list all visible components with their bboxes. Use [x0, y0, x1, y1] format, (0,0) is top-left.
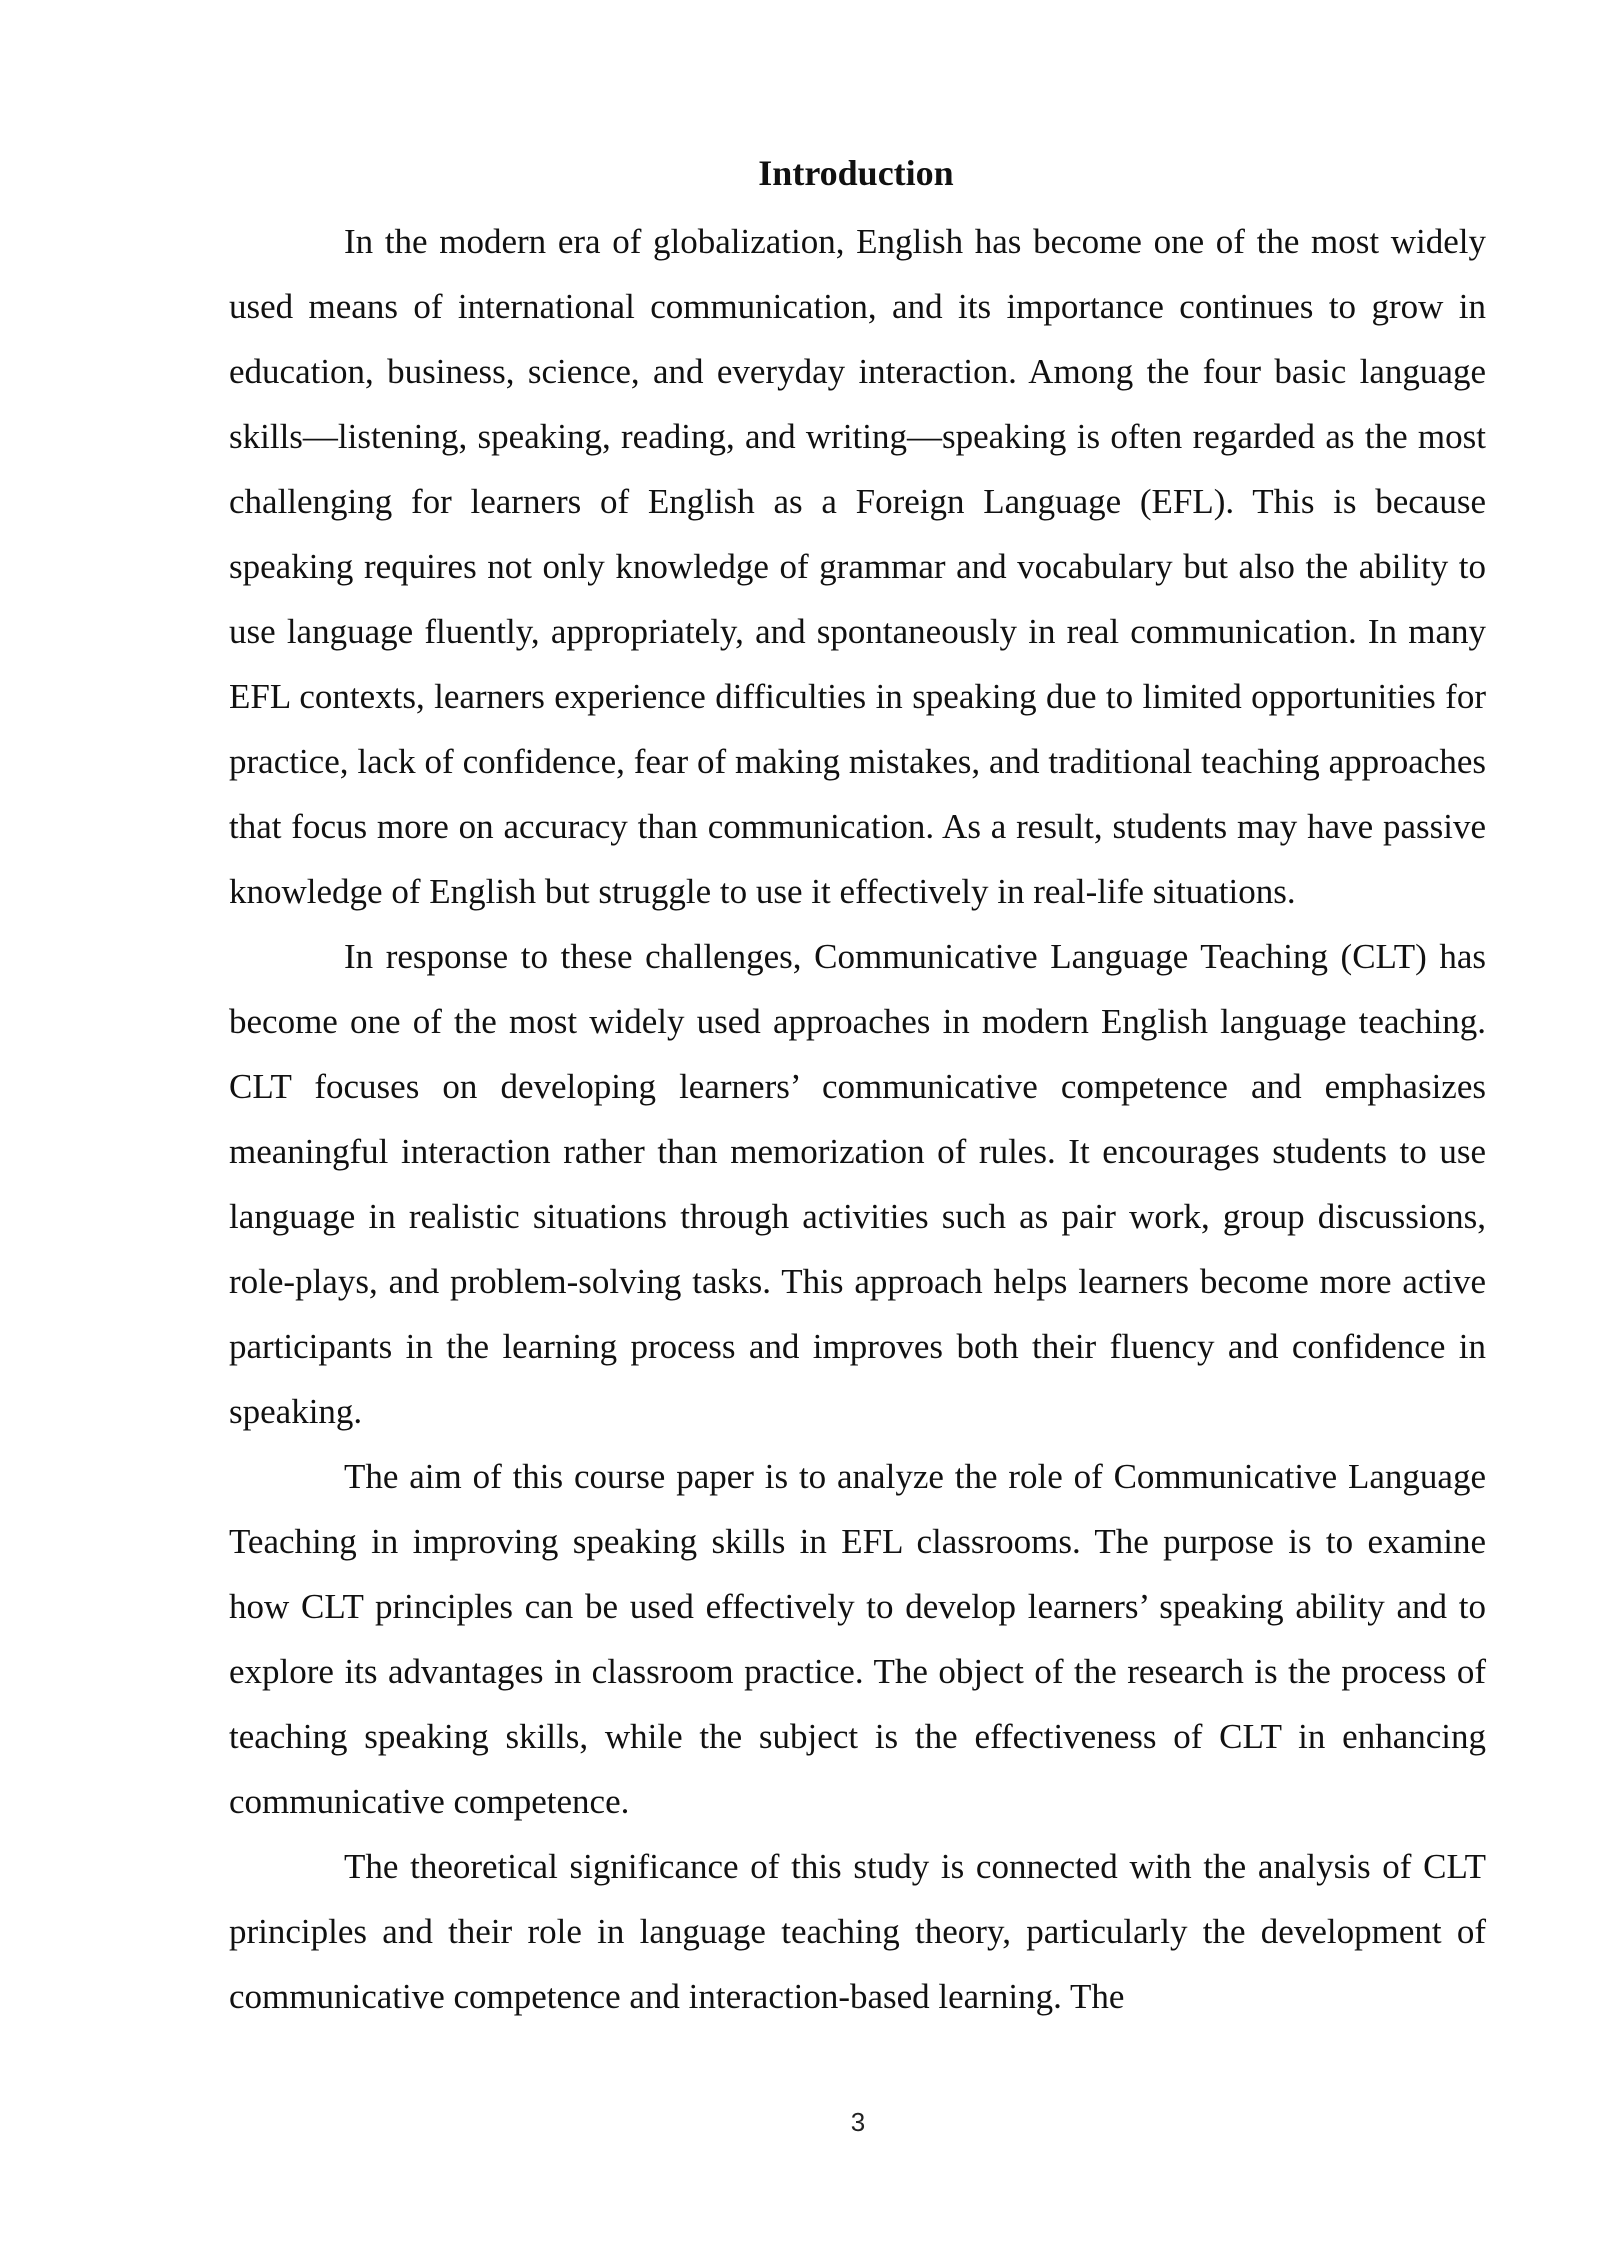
body-text — [229, 209, 1486, 2029]
paragraph-2: In response to these challenges, Communicative Language Teaching (CLT) has become one of the most widely used approaches in modern English language teaching. CLT focuses on developing learners’ communicative competence and emphasizes meaningful interaction rather than memorization of rules. It encourages students to use language in realistic situations through activities such as pair work, group discussions, role-plays, and problem-solving tasks. This approach helps learners become more active participants in the learning process and improves both their fluency and confidence in speaking. — [229, 937, 1486, 1431]
paragraph-4: The theoretical significance of this study is connected with the analysis of CLT principles and their role in language teaching theory, particularly the development of communicative competence and interaction-based learning. The — [229, 1847, 1486, 2016]
section-title: Introduction — [758, 153, 954, 193]
page-number: 3 — [850, 2107, 866, 2137]
paragraph-3: The aim of this course paper is to analyze the role of Communicative Language Teaching in improving speaking skills in EFL classrooms. The purpose is to examine how CLT principles can be used effectively to develop learners’ speaking ability and to explore its advantages in classroom practice. The object of the research is the process of teaching speaking skills, while the subject is the effectiveness of CLT in enhancing communicative competence. — [229, 1457, 1486, 1821]
paragraph-1: In the modern era of globalization, English has become one of the most widely used means of international communication, and its importance continues to grow in education, business, science, and everyday interaction. Among the four basic language skills—listening, speaking, reading, and writing—speaking is often regarded as the most challenging for learners of English as a Foreign Language (EFL). This is because speaking requires not only knowledge of grammar and vocabulary but also the ability to use language fluently, appropriately, and spontaneously in real communication. In many EFL contexts, learners experience difficulties in speaking due to limited opportunities for practice, lack of confidence, fear of making mistakes, and traditional teaching approaches that focus more on accuracy than communication. As a result, students may have passive knowledge of English but struggle to use it effectively in real-life situations. — [229, 222, 1486, 911]
